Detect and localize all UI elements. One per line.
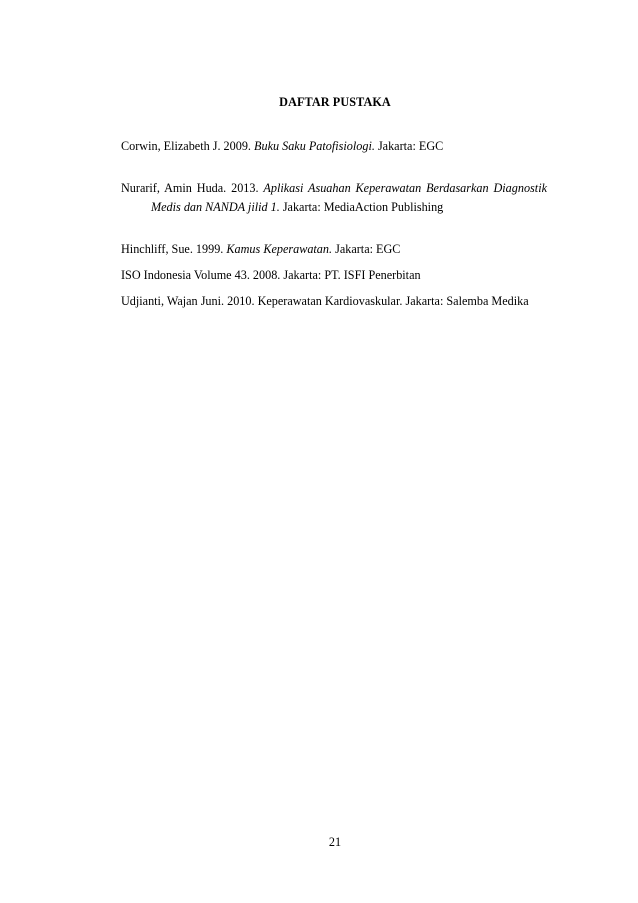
reference-text: ISO Indonesia Volume 43. 2008. Jakarta: PT. ISFI Penerbitan [121, 268, 421, 282]
reference-title: Buku Saku Patofisiologi. [254, 139, 375, 153]
reference-publisher: Jakarta: EGC [332, 242, 401, 256]
reference-text: Nurarif, Amin Huda. 2013. [121, 181, 264, 195]
reference-text: Hinchliff, Sue. 1999. [121, 242, 227, 256]
reference-nurarif [121, 179, 547, 217]
reference-publisher: Jakarta: MediaAction Publishing [279, 200, 444, 214]
reference-text: Corwin, Elizabeth J. 2009. [121, 139, 255, 153]
reference-iso [121, 266, 547, 285]
reference-udjianti [121, 292, 547, 311]
reference-text: Udjianti, Wajan Juni. 2010. Keperawatan Kardiovaskular. Jakarta: Salemba Medika [121, 294, 529, 308]
page-title: DAFTAR PUSTAKA [279, 95, 391, 109]
page-number: 21 [328, 835, 342, 849]
reference-publisher: Jakarta: EGC [374, 139, 444, 153]
reference-hinchliff [121, 240, 547, 259]
reference-list [121, 137, 547, 311]
reference-title: Aplikasi Asuahan Keperawatan Berdasarkan Diagnostik Medis dan NANDA jilid 1. [151, 181, 547, 214]
reference-corwin [121, 137, 547, 156]
reference-title: Kamus Keperawatan. [226, 242, 333, 256]
